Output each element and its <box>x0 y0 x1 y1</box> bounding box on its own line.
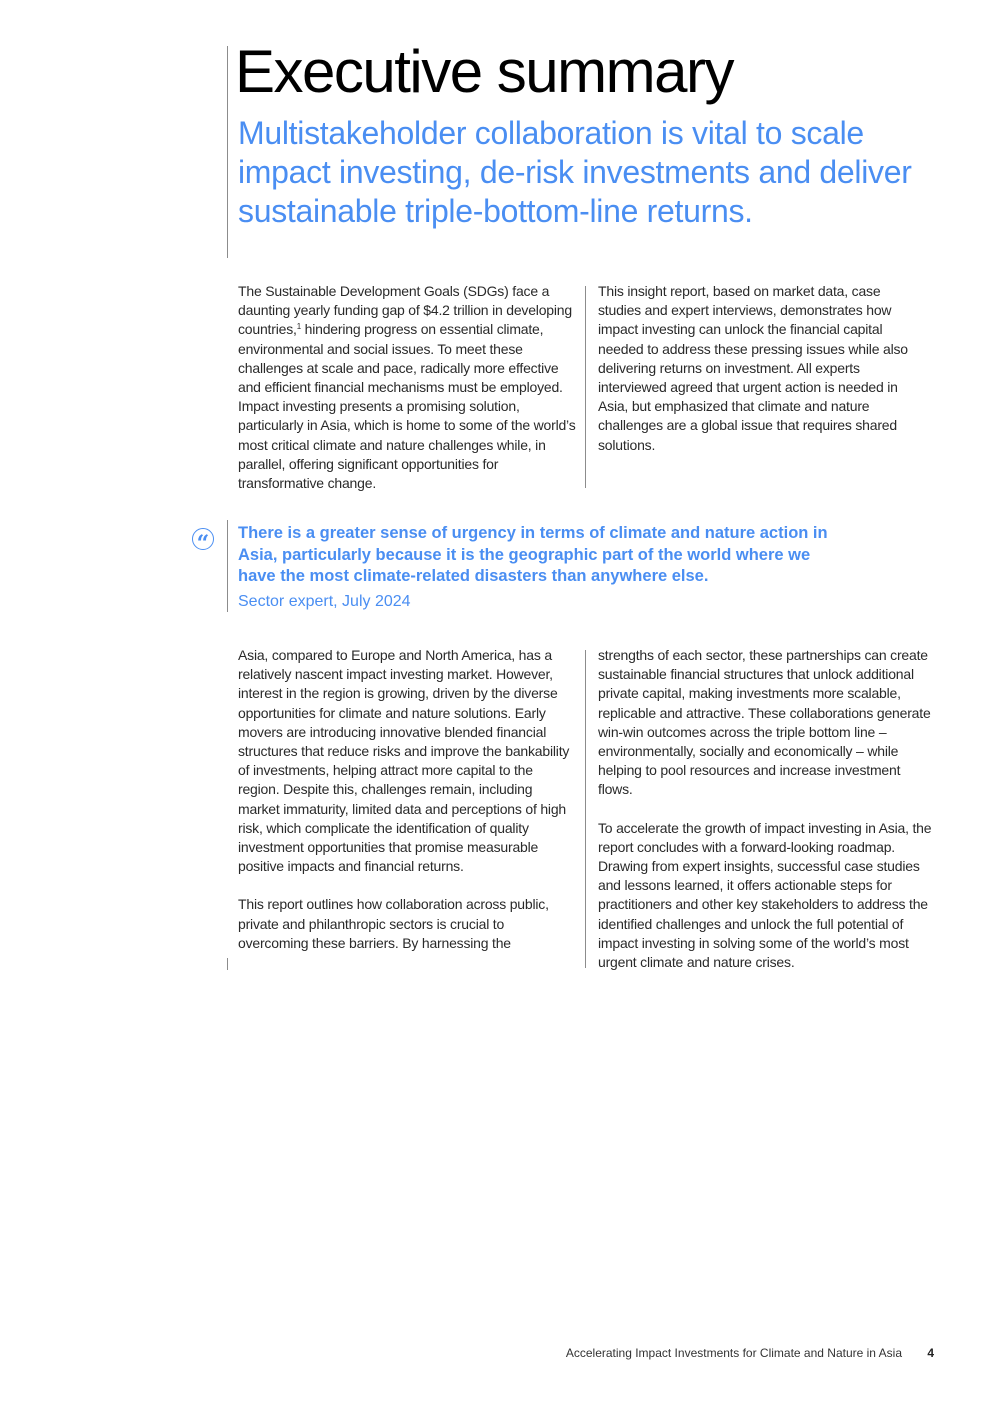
intro-right-paragraph: This insight report, based on market data, case studies and expert interviews, demonstrates how impact investing can unlock the financial capital needed to address these pressing issues while also delivering returns on investment. All experts interviewed agreed that urgent action is needed in Asia, but emphasized that climate and nature challenges are a global issue that requires shared solutions. <box>598 283 908 453</box>
pull-quote: There is a greater sense of urgency in terms of climate and nature action in Asia, particularly because it is the geographic part of the world where we have the most climate-related disasters than anywhere else. <box>238 524 828 586</box>
page-number: 4 <box>927 1346 934 1360</box>
quotation-mark-icon: “ <box>192 528 214 550</box>
intro-left-paragraph: The Sustainable Development Goals (SDGs) face a daunting yearly funding gap of $4.2 trillion in developing countries,$^1$ hindering progress on essential climate, environmental and social issues. To meet these challenges at scale and pace, radically more effective and efficient financial mechanisms must be employed. Impact investing presents a promising solution, particularly in Asia, which is home to some of the world’s most critical climate and nature challenges while, in parallel, offering significant opportunities for transformative change. <box>238 283 576 492</box>
body-left-paragraph-2: This report outlines how collaboration across public, private and philanthropic sectors is crucial to overcoming these barriers. By harnessing the <box>238 896 549 951</box>
intro-left-column <box>238 282 576 493</box>
body-column-divider <box>585 650 586 968</box>
intro-column-divider <box>585 286 586 488</box>
body-left-paragraph-1: Asia, compared to Europe and North America, has a relatively nascent impact investing market. However, interest in the region is growing, driven by the diverse opportunities for climate and nature solutions. Early movers are introducing innovative blended financial structures that reduce risks and improve the bankability of investments, helping attract more capital to the region. Despite this, challenges remain, including market immaturity, limited data and perceptions of high risk, which complicate the identification of quality investment opportunities that promise measurable positive impacts and financial returns. <box>238 647 570 875</box>
intro-right-column <box>598 282 920 455</box>
body-right-column <box>598 646 938 972</box>
footnote-marker[interactable]: 1 <box>296 322 301 332</box>
header-vertical-rule <box>227 46 228 258</box>
body-right-paragraph-2: To accelerate the growth of impact investing in Asia, the report concludes with a forward-looking roadmap. Drawing from expert insights, successful case studies and lessons learned, it offers actionable steps for practitioners and other key stakeholders to address the identified challenges and unlock the full potential of impact investing in solving some of the world’s most urgent climate and nature crises. <box>598 819 932 971</box>
footer-report-title: Accelerating Impact Investments for Climate and Nature in Asia <box>565 1346 902 1360</box>
body-left-rule <box>227 958 228 970</box>
quote-attribution: Sector expert, July 2024 <box>238 593 411 610</box>
body-left-column <box>238 646 571 953</box>
page-title: Executive summary <box>235 38 733 105</box>
body-right-paragraph-1: strengths of each sector, these partnerships can create sustainable financial structures that unlock additional private capital, making investments more scalable, replicable and attractive. These collaborations generate win-win outcomes across the triple bottom line – environmentally, socially and economically – while helping to pool resources and increase investment flows. <box>598 647 931 798</box>
page-subtitle: Multistakeholder collaboration is vital to scale impact investing, de-risk investments and deliver sustainable triple-bottom-line returns. <box>238 115 912 229</box>
quote-vertical-rule <box>227 520 228 612</box>
